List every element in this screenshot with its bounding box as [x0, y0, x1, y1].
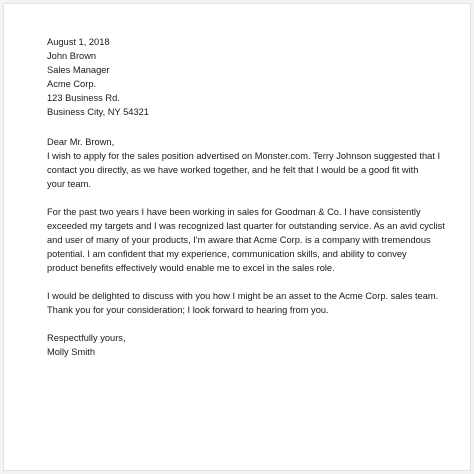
paragraph-line: product benefits effectively would enable me to excel in the sales role. — [47, 263, 335, 273]
signature-name: Molly Smith — [47, 347, 96, 357]
paragraph-closing — [47, 289, 452, 317]
recipient-company: Acme Corp. — [47, 79, 97, 89]
paragraph-experience — [47, 205, 452, 275]
paragraph-intro — [47, 149, 452, 191]
recipient-title: Sales Manager — [47, 65, 110, 75]
paragraph-line: Thank you for your consideration; I look forward to hearing from you. — [47, 305, 329, 315]
letter-page — [4, 4, 470, 470]
salutation: Dear Mr. Brown, — [47, 137, 115, 147]
paragraph-line: For the past two years I have been working in sales for Goodman & Co. I have consistently — [47, 207, 421, 217]
cover-letter — [47, 35, 452, 359]
paragraph-line: contact you directly, as we have worked together, and he felt that I would be a good fit with — [47, 165, 419, 175]
recipient-city-state-zip: Business City, NY 54321 — [47, 107, 149, 117]
letter-date: August 1, 2018 — [47, 37, 110, 47]
complimentary-close: Respectfully yours, — [47, 333, 126, 343]
paragraph-line: I would be delighted to discuss with you how I might be an asset to the Acme Corp. sales team. — [47, 291, 439, 301]
recipient-address-block — [47, 49, 452, 119]
paragraph-line: I wish to apply for the sales position advertised on Monster.com. Terry Johnson suggested that I — [47, 151, 441, 161]
recipient-street: 123 Business Rd. — [47, 93, 120, 103]
paragraph-line: and user of many of your products, I'm aware that Acme Corp. is a company with tremendous — [47, 235, 431, 245]
recipient-name: John Brown — [47, 51, 97, 61]
paragraph-line: your team. — [47, 179, 91, 189]
paragraph-line: exceeded my targets and I was recognized last quarter for outstanding service. As an avid cyclist — [47, 221, 445, 231]
paragraph-line: potential. I am confident that my experience, communication skills, and ability to convey — [47, 249, 407, 259]
